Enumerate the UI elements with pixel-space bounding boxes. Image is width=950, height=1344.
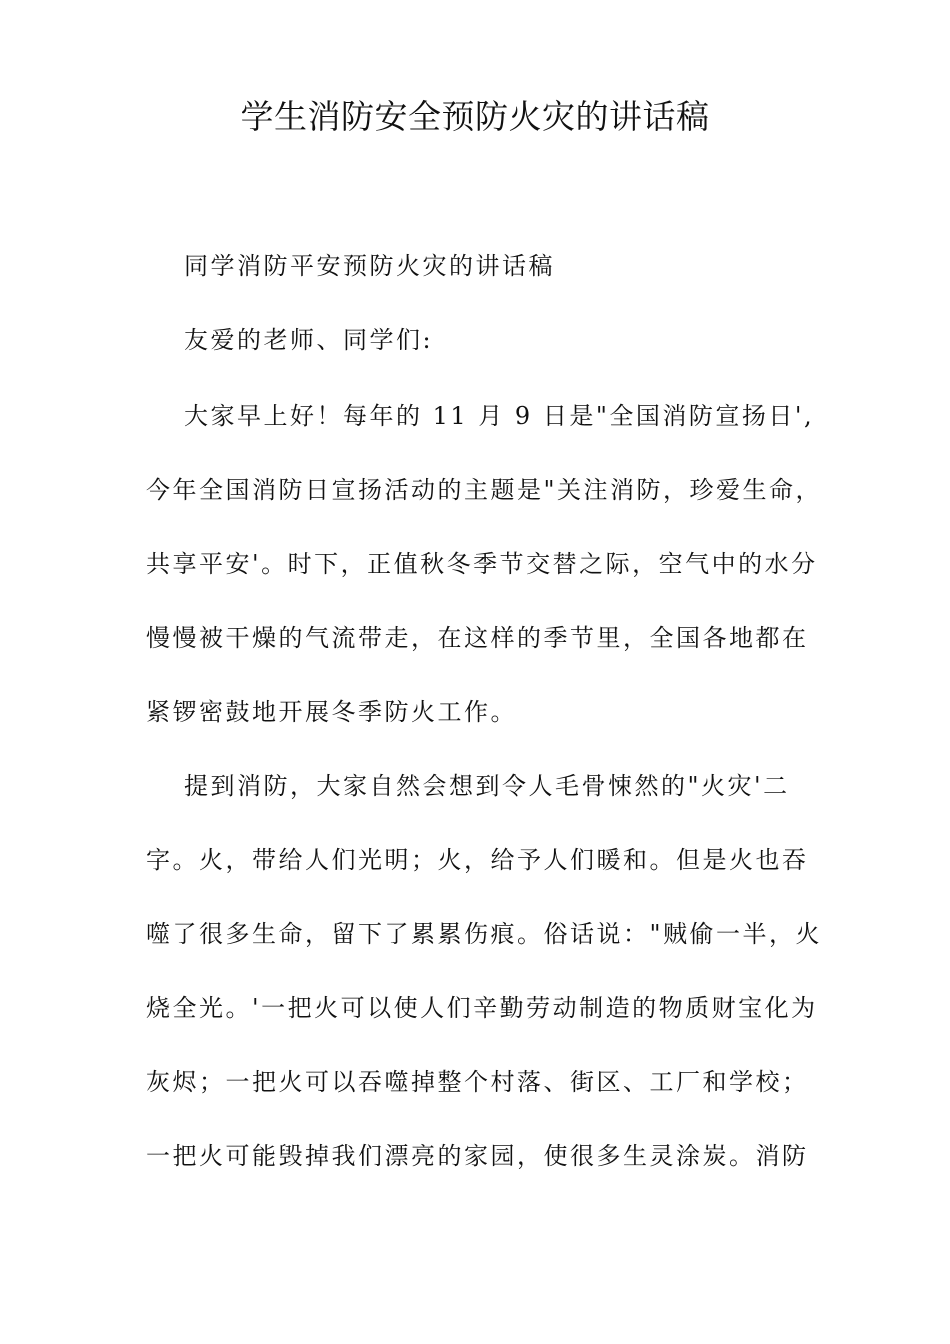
- paragraph-line: 噬了很多生命，留下了累累伤痕。俗话说："贼偷一半，火: [146, 920, 823, 948]
- paragraph-line: 字。火，带给人们光明；火，给予人们暖和。但是火也吞: [146, 846, 809, 874]
- document-title: 学生消防安全预防火灾的讲话稿: [240, 97, 710, 136]
- paragraph-line: 灰烬；一把火可以吞噬掉整个村落、街区、工厂和学校；: [146, 1068, 809, 1096]
- paragraph-line: 大家早上好！每年的 11 月 9 日是"全国消防宣扬日',: [184, 402, 815, 430]
- speech-heading-line: 同学消防平安预防火灾的讲话稿: [184, 252, 555, 280]
- paragraph-line: 共享平安'。时下，正值秋冬季节交替之际，空气中的水分: [146, 550, 818, 578]
- paragraph-line: 提到消防，大家自然会想到令人毛骨悚然的"火灾'二: [184, 772, 790, 800]
- paragraph-line: 一把火可能毁掉我们漂亮的家园，使很多生灵涂炭。消防: [146, 1142, 809, 1170]
- paragraph-line: 慢慢被干燥的气流带走，在这样的季节里，全国各地都在: [146, 624, 809, 652]
- paragraph-line: 紧锣密鼓地开展冬季防火工作。: [146, 698, 517, 726]
- paragraph-line: 今年全国消防日宣扬活动的主题是"关注消防，珍爱生命，: [146, 476, 823, 504]
- greeting-line: 友爱的老师、同学们:: [184, 326, 434, 354]
- paragraph-line: 烧全光。'一把火可以使人们辛勤劳动制造的物质财宝化为: [146, 994, 818, 1022]
